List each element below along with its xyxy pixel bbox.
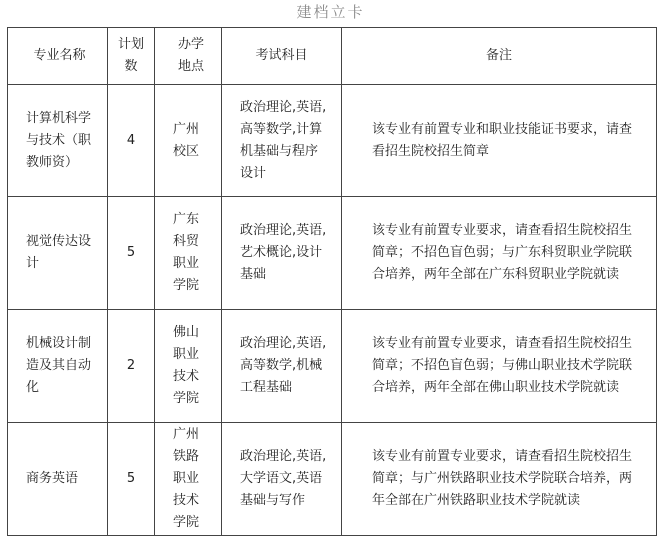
row-subjects: 政治理论,英语,高等数学,机械工程基础 [222, 310, 342, 423]
row-note: 该专业有前置专业要求，请查看招生院校招生简章；不招色盲色弱；与佛山职业技术学院联合培养，两年全部在佛山职业技术学院就读 [342, 310, 657, 423]
row-count: 4 [108, 85, 155, 197]
row-subjects: 政治理论,英语,大学语文,英语基础与写作 [222, 423, 342, 536]
row-major: 计算机科学与技术（职教师资） [8, 85, 108, 197]
row-place: 广州铁路职业技术学院 [155, 423, 222, 536]
row-major: 视觉传达设计 [8, 197, 108, 310]
row-subjects: 政治理论,英语,艺术概论,设计基础 [222, 197, 342, 310]
row-count: 5 [108, 423, 155, 536]
row-place: 广州校区 [155, 85, 222, 197]
row-place: 广东科贸职业学院 [155, 197, 222, 310]
header-major: 专业名称 [8, 28, 108, 85]
table-row [8, 423, 657, 536]
row-note: 该专业有前置专业和职业技能证书要求，请查看招生院校招生简章 [342, 85, 657, 197]
row-note: 该专业有前置专业要求，请查看招生院校招生简章；与广州铁路职业技术学院联合培养，两年全部在广州铁路职业技术学院就读 [342, 423, 657, 536]
row-place: 佛山职业技术学院 [155, 310, 222, 423]
header-note: 备注 [342, 28, 657, 85]
header-place: 办学地点 [155, 28, 222, 85]
table-row [8, 197, 657, 310]
table-row [8, 310, 657, 423]
header-subjects: 考试科目 [222, 28, 342, 85]
row-major: 商务英语 [8, 423, 108, 536]
table-row [8, 85, 657, 197]
row-count: 5 [108, 197, 155, 310]
table-header-row [8, 28, 657, 85]
row-count: 2 [108, 310, 155, 423]
header-count: 计划数 [108, 28, 155, 85]
page-title: 建档立卡 [296, 3, 365, 21]
row-note: 该专业有前置专业要求，请查看招生院校招生简章；不招色盲色弱；与广东科贸职业学院联合培养，两年全部在广东科贸职业学院就读 [342, 197, 657, 310]
row-major: 机械设计制造及其自动化 [8, 310, 108, 423]
row-subjects: 政治理论,英语,高等数学,计算机基础与程序设计 [222, 85, 342, 197]
enrollment-plan-table [7, 27, 657, 536]
